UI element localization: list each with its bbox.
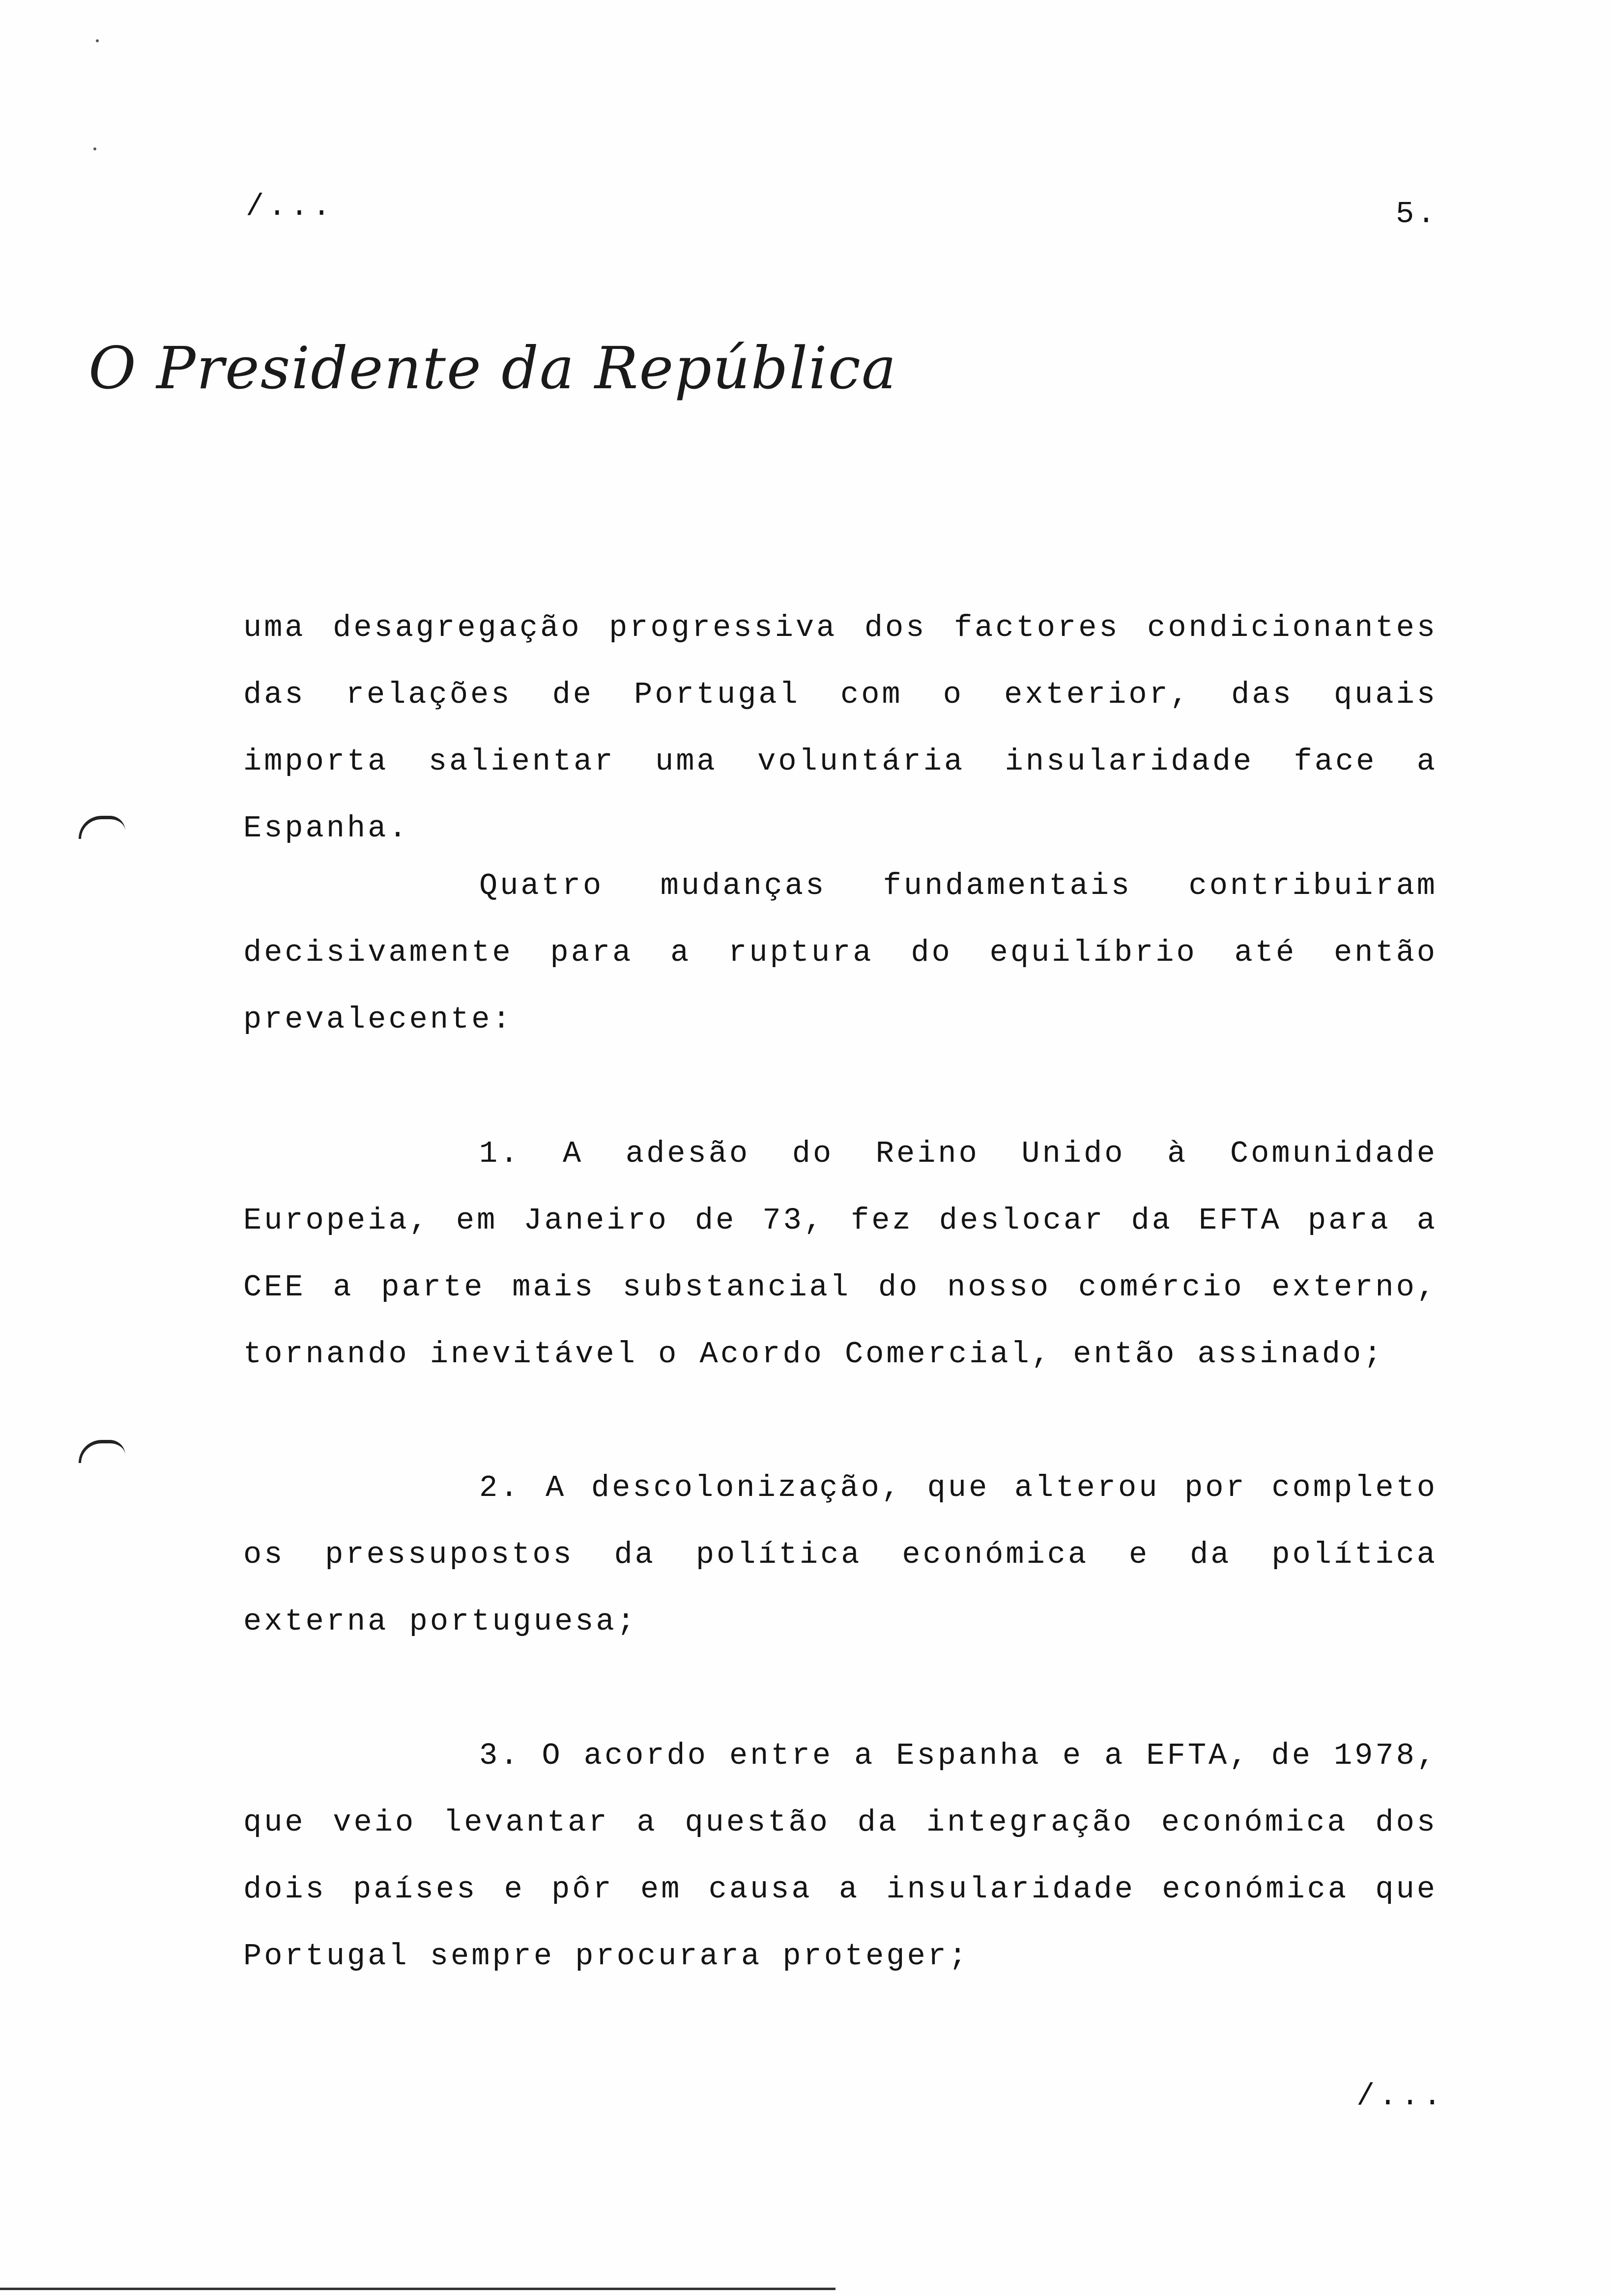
list-item-text: 2. A descolonização, que alterou por completo os pressupostos da política económica e da política externa portuguesa; — [243, 1470, 1438, 1639]
margin-mark — [79, 816, 125, 839]
scan-speck — [93, 147, 96, 150]
list-item-text: 3. O acordo entre a Espanha e a EFTA, de 1978, que veio levantar a questão da integração económica dos dois países e pôr em causa a insularidade económica que Portugal sempre procurara proteger; — [243, 1738, 1438, 1974]
list-item-1 — [243, 1120, 1438, 1388]
page-number: 5. — [1396, 197, 1439, 231]
list-item-3 — [243, 1722, 1438, 1990]
letterhead-title: O Presidente da República — [88, 334, 897, 402]
paragraph-intro: uma desagregação progressiva dos factores condicionantes das relações de Portugal com o exterior, das quais importa salientar uma voluntária insularidade face a Espanha. — [243, 610, 1438, 846]
paragraph-text: Quatro mudanças fundamentais contribuiram decisivamente para a ruptura do equilíbrio até então prevalecente: — [243, 868, 1438, 1037]
header-continuation-mark: /... — [246, 189, 335, 224]
bottom-rule — [0, 2288, 835, 2290]
paragraph-quatro-mudancas — [243, 853, 1438, 1053]
scan-speck — [96, 39, 99, 42]
list-item-2 — [243, 1455, 1438, 1655]
footer-continuation-mark: /... — [1356, 2079, 1445, 2114]
margin-mark — [79, 1440, 125, 1463]
list-item-text: 1. A adesão do Reino Unido à Comunidade Europeia, em Janeiro de 73, fez deslocar da EFTA para a CEE a parte mais substancial do nosso comércio externo, tornando inevitável o Acordo Comercial, então assinado; — [243, 1136, 1438, 1372]
